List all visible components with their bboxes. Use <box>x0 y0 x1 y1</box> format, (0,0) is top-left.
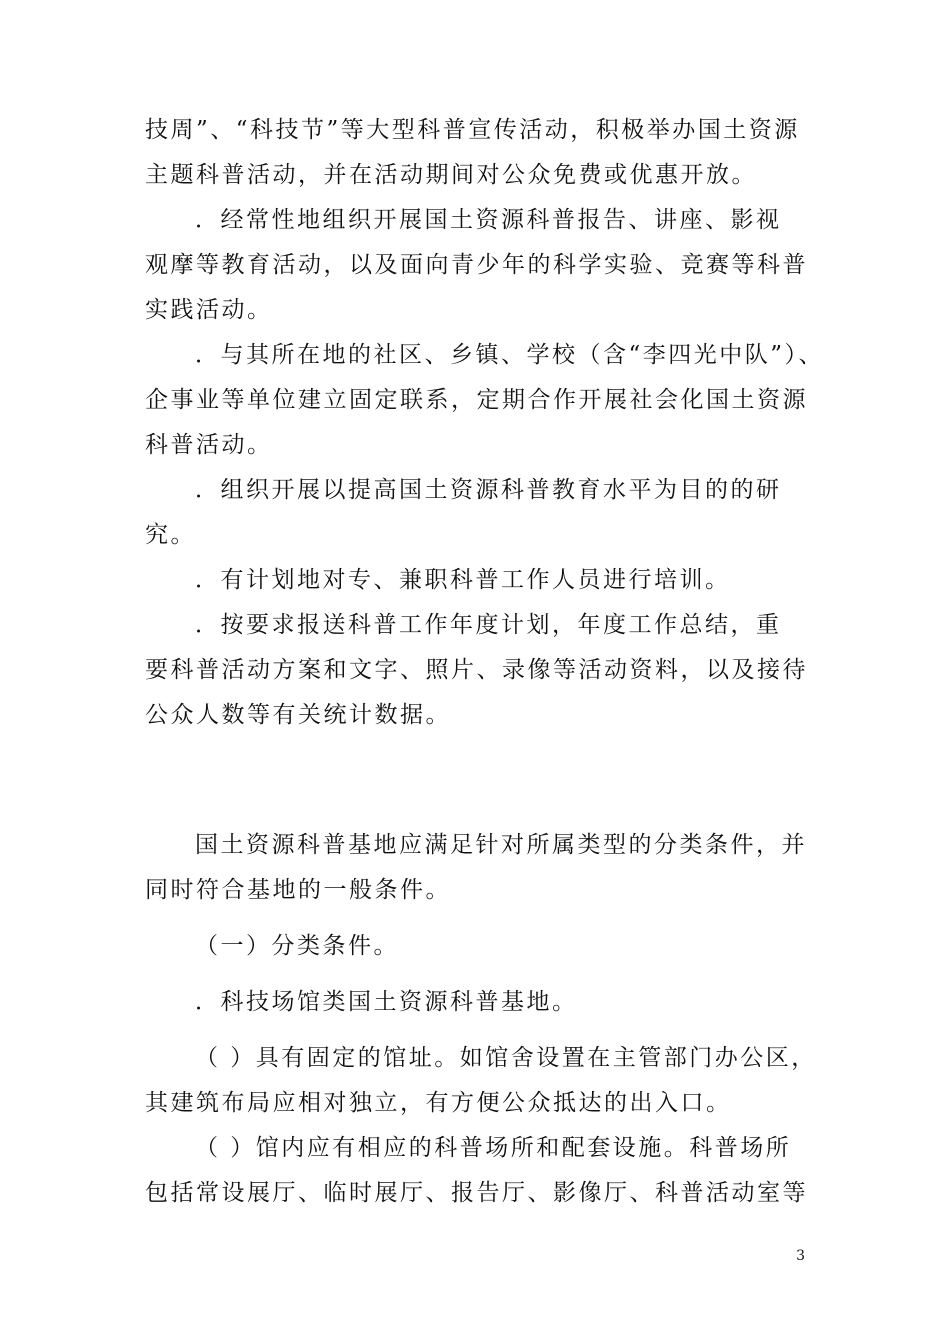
text-line: 包括常设展厅、临时展厅、报告厅、影像厅、科普活动室等 <box>145 1180 808 1206</box>
text-line: 同时符合基地的一般条件。 <box>145 877 451 903</box>
text-line: 技周”、“科技节”等大型科普宣传活动，积极举办国土资源 <box>145 117 800 143</box>
text-line: 实践活动。 <box>145 297 273 323</box>
text-line: 科普活动。 <box>145 432 273 458</box>
text-line: 主题科普活动，并在活动期间对公众免费或优惠开放。 <box>145 162 757 188</box>
text-line: ．与其所在地的社区、乡镇、学校（含“李四光中队”）、 <box>195 342 825 368</box>
body-text-bottom <box>145 823 817 1216</box>
text-line: 观摩等教育活动，以及面向青少年的科学实验、竞赛等科普 <box>145 252 808 278</box>
text-line: 国土资源科普基地应满足针对所属类型的分类条件，并 <box>195 832 807 858</box>
text-line: ．按要求报送科普工作年度计划，年度工作总结，重 <box>195 612 782 638</box>
text-line: （ ）馆内应有相应的科普场所和配套设施。科普场所 <box>195 1135 792 1161</box>
text-line: 究。 <box>145 522 196 548</box>
text-line: 公众人数等有关统计数据。 <box>145 702 451 728</box>
text-line: ．经常性地组织开展国土资源科普报告、讲座、影视 <box>195 207 782 233</box>
text-line: 要科普活动方案和文字、照片、录像等活动资料，以及接待 <box>145 657 808 683</box>
body-text-top <box>145 108 825 738</box>
text-line: 其建筑布局应相对独立，有方便公众抵达的出入口。 <box>145 1090 732 1116</box>
page-number: 3 <box>796 1248 805 1264</box>
text-line: ．有计划地对专、兼职科普工作人员进行培训。 <box>195 567 731 593</box>
text-line: ．科技场馆类国土资源科普基地。 <box>195 989 578 1015</box>
text-line: （一）分类条件。 <box>195 933 399 959</box>
text-line: 企事业等单位建立固定联系，定期合作开展社会化国土资源 <box>145 387 808 413</box>
text-line: ．组织开展以提高国土资源科普教育水平为目的的研 <box>195 477 782 503</box>
text-line: （ ）具有固定的馆址。如馆舍设置在主管部门办公区， <box>195 1045 817 1071</box>
